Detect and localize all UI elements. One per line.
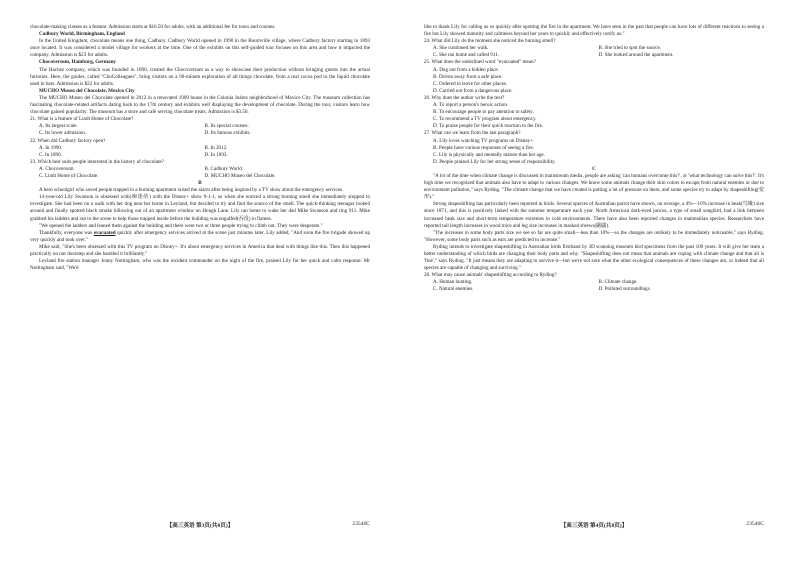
underlined-word: evacuated: [93, 229, 116, 236]
footer-label: 【高三英语 第3页(共8页)】: [166, 523, 234, 529]
option: B. Climate change.: [598, 279, 638, 286]
option: B. People have various responses of seeing a fire.: [433, 144, 534, 151]
right-footer: [424, 521, 764, 529]
option: D. She looked around the apartment.: [598, 52, 674, 59]
passage-c-p4: Ryding intends to investigate shapeshifting in Australian birds firsthand by 3D scanning museum bird specimens from the past 100 years. It will give her team a better understanding of which birds are changing their body parts and why. "Shapeshifting does not mean that animals are coping with climate change and that all is 'fine'," says Ryding. "It just means they are adapting to survive it—but we're not sure what the other ecological consequences of these changes are, or indeed that all species are capable of changing and surviving.": [424, 243, 764, 272]
para-cadbury: In the United Kingdom, chocolate means one thing, Cadbury. Cadbury World opened in 1990 in the Bournville village, where Cadbury factory starting in 1893 once located. It was considered a model village for workers at the time. One of the exhibits on this self-guided tour focuses on this area and how it impacted the company. Admission is $23 for adults.: [30, 38, 370, 59]
heading-mucho: MUCHO Museo del Chocolate, Mexico City: [39, 87, 135, 94]
option: A. To report a person's heroic action.: [433, 102, 509, 109]
passage-b-p2: 14-year-old Lily Swanson is obsessed with(痴迷的) with the Disney+ show 9-1-1, so when she noticed a strong burning smell she immediately stopped to investigate. She had been on a walk with her dog near her home in Leyland, but decided to try and find the source of the smell. The quick-thinking teenager looked around and finally spotted black smoke billowing out of an apartment window on Hough Lane. Lily ran home to wake her dad Mike Swanson and ring 911. Mike grabbed his ladders and ran to the scene to help those trapped inside before the building was engulfed(吞没) in flames.: [30, 194, 370, 222]
right-page: [424, 24, 764, 294]
para-chocoversum: The Hachez company, which was founded in 1890, created the Chocoversum as a way to showcase their production without bringing guests into the actual factories. Here, the guides, called "ChoColleagues", bring visitors on a 90-minute exploration of all things chocolate, from a real cocoa pod to the liquid chocolate used in bars. Admission is $22 for adults.: [30, 66, 370, 87]
q23-options-row1: [30, 166, 370, 173]
passage-c-p2: Strong shapeshifting has particularly been reported in birds. Several species of Australian parrot have shown, on average, a 4%—10% increase in beak(鸟喙) size since 1871, and this is positively linked with the summer temperature each year. North American dark-eyed juncos, a type of small songbird, had a link between increased beak size and short-term temperature extremes in cold environments. There have also been reported changes in mammalian species. Researchers have reported tail length increases in wood mice and leg size increases in masked shrews(鼩鼱).: [424, 201, 764, 229]
q22-options-row2: [30, 152, 370, 159]
passage-b-p3: "We opened the ladders and leaned them against the building and there were two or three people trying to climb out. They were desperate.": [39, 222, 323, 229]
section-b-heading: B: [198, 180, 202, 187]
q26-stem: 26. Why does the author write the text?: [424, 94, 505, 101]
option: C. Its lower admission.: [39, 130, 87, 137]
heading-cadbury: Cadbury World, Birmingham, England: [39, 31, 125, 38]
option: C. To recommend a TV program about emergency.: [433, 116, 537, 123]
option: B. Driven away from a safe place.: [433, 73, 503, 80]
passage-b-p6: Leyland fire station manager Jonny Nottingham, who was the incident commander on the night of the fire, praised Lily for her quick and calm response. Mr Nottingham said, "We'd: [30, 258, 370, 272]
passage-c-p3: "The increases in some body parts size we see so far are quite small—less than 10%—so the changes are unlikely to be immediately noticeable," says Ryding. "However, some body parts such as ears are predicted to increase.": [424, 229, 764, 243]
passage-b-p5: Mike said, "She's been obsessed with this TV program on Disney+. It's about emergency services in America that deal with things like this. Then this happened practically on our doorstep and she handled it brilliantly.": [30, 243, 370, 257]
option: C. Ordered to leave for other places.: [433, 80, 508, 87]
q28-stem: 28. What may cause animals' shapeshifting according to Ryding?: [424, 272, 557, 279]
q21-options-row1: [30, 123, 370, 130]
para-mucho: The MUCHO Museo del Chocolate opened in 2012 in a renovated 1909 house in the Colonia Juárez neighborhood of Mexico City. The museum collection has fascinating chocolate-related artifacts dating back to the 17th century and exhibits well displaying the development of chocolate. During the tour, visitors learn how chocolate gained popularity. The museum has a store and café serving chocolate treats. Admission is $3.50.: [30, 94, 370, 116]
footer-code: 23546C: [746, 521, 764, 527]
q27-stem: 27. What can we learn from the last paragraph?: [424, 130, 521, 137]
q21-stem: 21. What is a feature of Lindt Home of Chocolate?: [30, 116, 134, 123]
option: C. She ran home and called 911.: [433, 52, 500, 59]
q23-options-row2: [30, 173, 370, 180]
passage-a-cont: chocolate-making classes as a feature. Admission starts at $16.50 for adults, with an additional fee for tours and courses.: [30, 24, 276, 30]
option: B. Cadbury World.: [204, 165, 244, 172]
q21-options-row2: [30, 130, 370, 137]
q22-options-row1: [30, 145, 370, 152]
option: B. She tried to spot the source.: [598, 45, 662, 52]
option: D. People praised Lily for her strong sense of responsibility.: [433, 158, 556, 165]
option: B. To encourage people to pay attention to safety.: [433, 109, 534, 116]
heading-chocoversum: Chocoversum, Hamburg, Germany: [39, 59, 116, 66]
option: D. Polluted surroundings.: [598, 286, 651, 293]
text: quickly after emergency services arrived at the scene just minutes later. Lily added, "And soon the fire brigade showed up very quickly and took over.": [30, 229, 370, 243]
option: A. In 1990.: [39, 144, 63, 151]
option: A. She continued her walk.: [433, 45, 489, 52]
passage-b-end: like to thank Lily for calling us so quickly after spotting the fire in the apartment. We have seen in the past that people can have lots of different reactions to seeing a fire but Lily showed maturity and calmness beyond her years to quickly and effectively notify us.": [424, 24, 764, 38]
q24-options-row2: [424, 52, 764, 59]
q28-options-row1: [424, 279, 764, 286]
option: C. Lily is physically and mentally mature than her age.: [433, 151, 545, 158]
passage-b-p4: [30, 230, 370, 244]
footer-label: 【高三英语 第4页(共8页)】: [560, 523, 628, 529]
passage-b-p1: A hero schoolgirl who saved people trapped in a burning apartment raised the alarm after being inspired by a TV show about the emergency services.: [39, 187, 344, 194]
q28-options-row2: [424, 286, 764, 293]
left-footer: [30, 521, 370, 529]
option: D. To praise people for their quick reaction to the fire.: [433, 123, 544, 130]
q23-stem: 23. Which best suits people interested in the history of chocolate?: [30, 158, 164, 165]
text: Thankfully, everyone was: [39, 229, 93, 236]
section-c-heading: C: [592, 165, 596, 172]
option: A. Dug out from a hidden place.: [433, 66, 499, 73]
option: B. In 2012.: [204, 144, 228, 151]
option: A. Its largest scale.: [39, 123, 78, 130]
passage-c-p1: "A lot of the time when climate change is discussed in mainstream media, people are asking 'can humans overcome this?', or 'what technology can solve this?'. It's high time we recognized that animals also have to adapt to various changes. We know some animals change their skin colors to escape from natural enemies or due to environment pollution," says Ryding. "The climate change that we have created is putting a lot of pressure on them, and some species try to adapt by shapeshifting(变形).": [424, 172, 764, 201]
q24-stem: 24. What did Lily do the moment she noticed the burning smell?: [424, 38, 556, 45]
left-page: [30, 24, 370, 272]
option: D. Carried out from a dangerous place.: [433, 87, 513, 94]
option: D. Its famous exhibits.: [204, 130, 251, 137]
option: C. In 1890.: [39, 151, 62, 158]
option: C. Lindt Home of Chocolate.: [39, 172, 99, 179]
option: A. Lily loves watching TV programs on Disney+.: [433, 137, 535, 144]
option: C. Natural enemies.: [433, 286, 474, 293]
option: B. Its special courses.: [204, 123, 249, 130]
option: D. In 1893.: [204, 151, 228, 158]
footer-code: 23546C: [352, 521, 370, 527]
q24-options-row1: [424, 45, 764, 52]
option: A. Chocoversum.: [39, 165, 75, 172]
option: D. MUCHO Museo del Chocolate.: [204, 172, 276, 179]
q22-stem: 22. When did Cadbury factory open?: [30, 137, 106, 144]
q25-stem: 25. What does the underlined word "evacuated" mean?: [424, 59, 536, 66]
option: A. Human hunting.: [433, 279, 473, 286]
